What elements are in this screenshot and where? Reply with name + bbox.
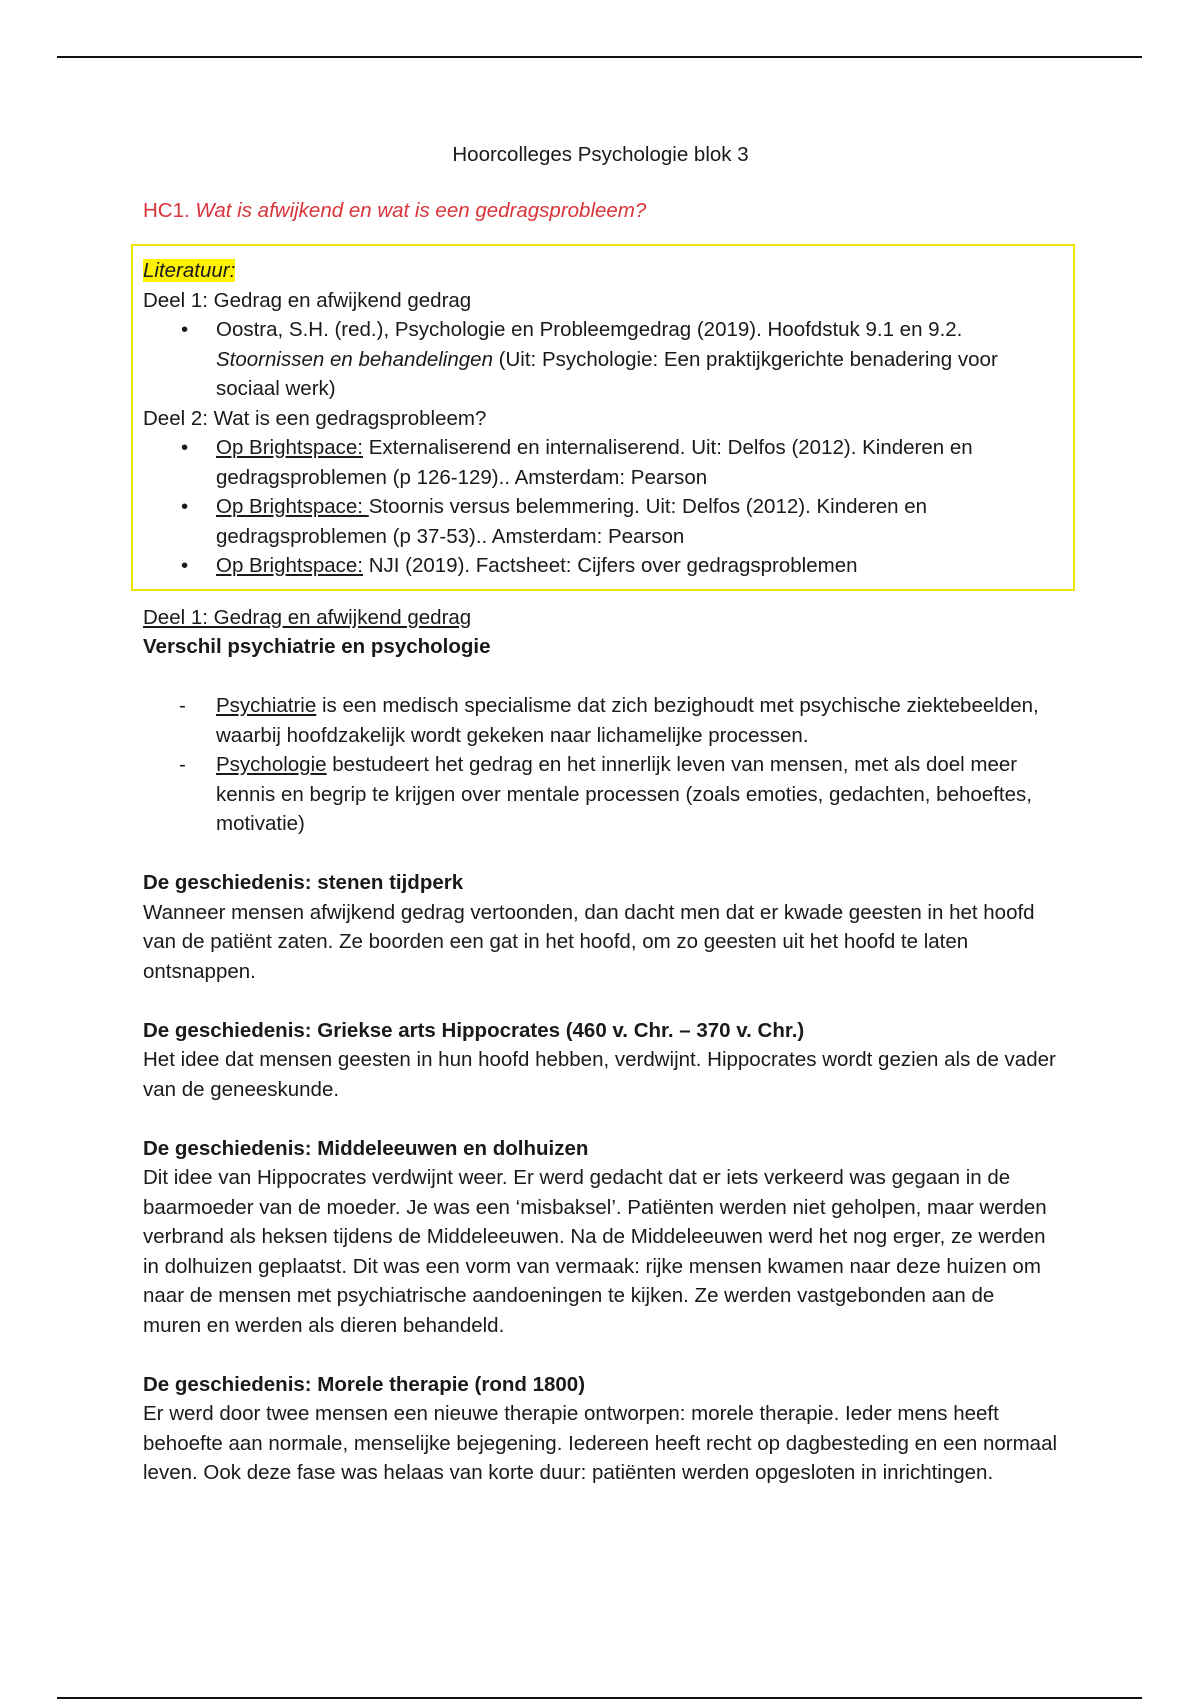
bullet-icon: • (181, 436, 189, 459)
literature-text: Stoornis versus belemmering. Uit: Delfos (2012). Kinderen en gedragsproblemen (p 37-53).. Amsterdam: Pearson (216, 495, 928, 548)
list-item (143, 492, 1063, 551)
dash-icon: - (179, 753, 186, 776)
list-item (143, 433, 1063, 492)
history-moral-therapy (143, 1370, 1058, 1488)
history-heading: De geschiedenis: stenen tijdperk (143, 871, 464, 894)
brightspace-link[interactable]: Op Brightspace: (216, 436, 363, 459)
document-title: Hoorcolleges Psychologie blok 3 (452, 143, 749, 166)
literature-label: Literatuur: (143, 259, 236, 282)
footer-rule (57, 1697, 1142, 1699)
brightspace-link[interactable]: Op Brightspace: (216, 495, 369, 518)
list-item (143, 315, 1063, 404)
list-item (143, 551, 1063, 581)
document-page (143, 140, 1058, 1488)
definition-term: Psychiatrie (216, 694, 317, 717)
section-heading: Deel 1: Gedrag en afwijkend gedrag (143, 605, 472, 629)
history-body: Het idee dat mensen geesten in hun hoofd hebben, verdwijnt. Hippocrates wordt gezien als de vader van de geneeskunde. (143, 1048, 1056, 1101)
history-body: Er werd door twee mensen een nieuwe therapie ontworpen: morele therapie. Ieder mens heeft behoefte aan normale, menselijke bejegening. Iedereen heeft recht op dagbesteding en een normaal leven. Ook deze fase was helaas van korte duur: patiënten werden opgesloten in inrichtingen. (143, 1402, 1058, 1484)
literature-part1-heading: Deel 1: Gedrag en afwijkend gedrag (143, 288, 472, 312)
history-body: Dit idee van Hippocrates verdwijnt weer. Er werd gedacht dat er iets verkeerd was gegaan in de baarmoeder van de moeder. Je was een ‘misbaksel’. Patiënten werden niet geholpen, maar werden verbrand als heksen tijdens de Middeleeuwen. Na de Middeleeuwen werd het nog erger, ze werden in dolhuizen geplaatst. Dit was een vorm van vermaak: rijke mensen kwamen naar deze huizen om naar de mensen met psychiatrische aandoeningen te kijken. Ze werden vastgebonden aan de muren en werden als dieren behandeld. (143, 1166, 1047, 1337)
history-heading: De geschiedenis: Middeleeuwen en dolhuizen (143, 1136, 589, 1160)
definition-list (143, 691, 1058, 839)
literature-part2-list (143, 433, 1063, 581)
history-heading: De geschiedenis: Morele therapie (rond 1800) (143, 1372, 586, 1396)
history-middle-ages (143, 1134, 1058, 1341)
definition-term: Psychologie (216, 753, 327, 776)
definition-text: is een medisch specialisme dat zich bezighoudt met psychische ziektebeelden, waarbij hoofdzakelijk wordt gekeken naar lichamelijke processen. (216, 694, 1039, 747)
dash-icon: - (179, 694, 186, 717)
section-part1 (143, 603, 1058, 839)
literature-italic: Stoornissen en behandelingen (216, 347, 493, 371)
literature-text: Oostra, S.H. (red.), Psychologie en Probleemgedrag (2019). Hoofdstuk 9.1 en 9.2. (216, 318, 963, 341)
header-rule (57, 56, 1142, 58)
history-heading: De geschiedenis: Griekse arts Hippocrates (460 v. Chr. – 370 v. Chr.) (143, 1018, 805, 1042)
brightspace-link[interactable]: Op Brightspace: (216, 554, 363, 577)
bullet-icon: • (181, 554, 189, 577)
definition-text: bestudeert het gedrag en het innerlijk leven van mensen, met als doel meer kennis en begrip te krijgen over mentale processen (zoals emoties, gedachten, behoeftes, motivatie) (216, 753, 1032, 835)
literature-part1-list (143, 315, 1063, 404)
literature-text: (Uit: Psychologie: Een praktijkgerichte benadering voor sociaal werk) (216, 347, 998, 400)
literature-part2-heading: Deel 2: Wat is een gedragsprobleem? (143, 406, 487, 430)
history-stone-age (143, 868, 1058, 986)
lecture-title (143, 196, 1058, 226)
bullet-icon: • (181, 495, 189, 518)
history-hippocrates (143, 1016, 1058, 1105)
literature-box (131, 244, 1075, 591)
list-item (143, 691, 1058, 750)
history-body: Wanneer mensen afwijkend gedrag vertoonden, dan dacht men dat er kwade geesten in het hoofd van de patiënt zaten. Ze boorden een gat in het hoofd, om zo geesten uit het hoofd te laten ontsnappen. (143, 900, 1035, 983)
lecture-question: Wat is afwijkend en wat is een gedragsprobleem? (195, 198, 647, 222)
literature-text: NJI (2019). Factsheet: Cijfers over gedragsproblemen (363, 554, 858, 577)
bullet-icon: • (181, 318, 189, 341)
section-subheading: Verschil psychiatrie en psychologie (143, 635, 491, 658)
literature-text: Externaliserend en internaliserend. Uit: Delfos (2012). Kinderen en gedragsproblemen (p 126-129).. Amsterdam: Pearson (216, 436, 973, 489)
lecture-number: HC1. (143, 198, 196, 222)
list-item (143, 750, 1058, 839)
